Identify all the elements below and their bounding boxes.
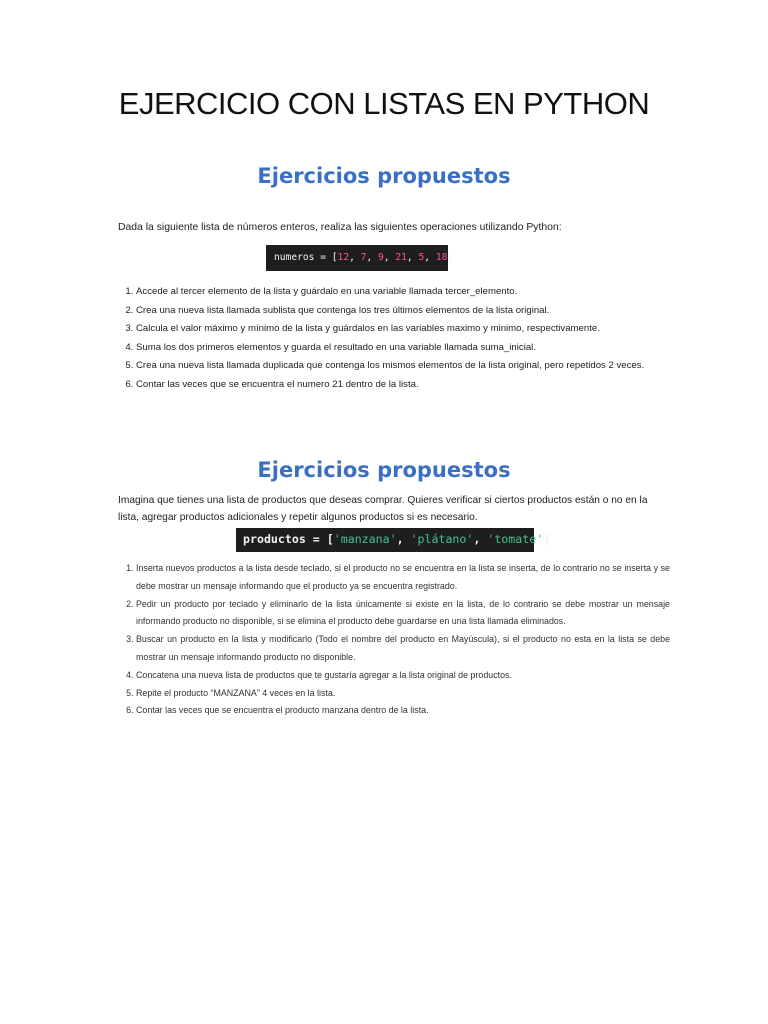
list-item: 2. Pedir un producto por teclado y eliminarlo de la lista únicamente si existe en la lista, de lo contrario se debe mostrar un mensaje informando producto no disponible, si se elimina el producto debe guardarse en una lista llamada eliminados. — [136, 596, 670, 632]
code-close: ] — [543, 532, 551, 546]
list-item: 2. Crea una nueva lista llamada sublista que contenga los tres últimos elementos de la lista original. — [136, 302, 656, 321]
list-item: 1. Accede al tercer elemento de la lista y guárdalo en una variable llamada tercer_elemento. — [136, 283, 656, 302]
section1-heading: Ejercicios propuestos — [257, 164, 511, 188]
code-value: 'manzana' — [333, 532, 397, 546]
section1-exercise-list — [116, 283, 656, 395]
code-value: 12 — [337, 252, 350, 263]
list-item: 5. Crea una nueva lista llamada duplicada que contenga los mismos elementos de la lista original, pero repetidos 2 veces. — [136, 357, 656, 376]
section2-heading: Ejercicios propuestos — [257, 458, 511, 482]
list-item: 5. Repite el producto “MANZANA” 4 veces en la lista. — [136, 685, 670, 703]
code-operator: = [ — [305, 532, 334, 546]
code-block-numeros: numeros = [12, 7, 9, 21, 5, 18] — [266, 245, 448, 271]
code-close: ] — [447, 252, 454, 263]
code-value: 9 — [378, 252, 384, 263]
section2-intro: Imagina que tienes una lista de productos que deseas comprar. Quieres verificar si ciertos productos están o no en la lista, agregar productos adicionales y repetir algunos productos si es necesario. — [118, 495, 648, 523]
code-value: 'plátano' — [410, 532, 474, 546]
section1-intro: Dada la siguiente lista de números enteros, realiza las siguientes operaciones utilizando Python: — [118, 222, 562, 233]
list-item: 6. Contar las veces que se encuentra el numero 21 dentro de la lista. — [136, 376, 656, 395]
section2-exercise-list — [116, 560, 670, 720]
code-var-name: productos — [243, 532, 306, 546]
list-item: 4. Suma los dos primeros elementos y guarda el resultado en una variable llamada suma_inicial. — [136, 339, 656, 358]
code-value: 18 — [435, 252, 448, 263]
code-var-name: numeros — [274, 252, 315, 263]
code-operator: = [ — [314, 252, 338, 263]
page-title: EJERCICIO CON LISTAS EN PYTHON — [118, 86, 650, 121]
code-value: 5 — [418, 252, 425, 263]
code-value: 7 — [360, 252, 367, 263]
list-item: 3. Calcula el valor máximo y mínimo de la lista y guárdalos en las variables maximo y minimo, respectivamente. — [136, 320, 656, 339]
code-block-productos: productos = ['manzana', 'plátano', 'tomate'] — [236, 528, 534, 552]
code-value: 'tomate' — [487, 532, 544, 546]
list-item: 3. Buscar un producto en la lista y modificarlo (Todo el nombre del producto en Mayúscula), si el producto no esta en la lista se debe mostrar un mensaje informando producto no disponible. — [136, 631, 670, 667]
list-item: 6. Contar las veces que se encuentra el producto manzana dentro de la lista. — [136, 702, 670, 720]
list-item: 1. Inserta nuevos productos a la lista desde teclado, si el producto no se encuentra en la lista se inserta, de lo contrario no se inserta y se debe mostrar un mensaje informando que el producto ya se encuentra registrado. — [136, 560, 670, 596]
list-item: 4. Concatena una nueva lista de productos que te gustaría agregar a la lista original de productos. — [136, 667, 670, 685]
code-value: 21 — [395, 252, 407, 263]
